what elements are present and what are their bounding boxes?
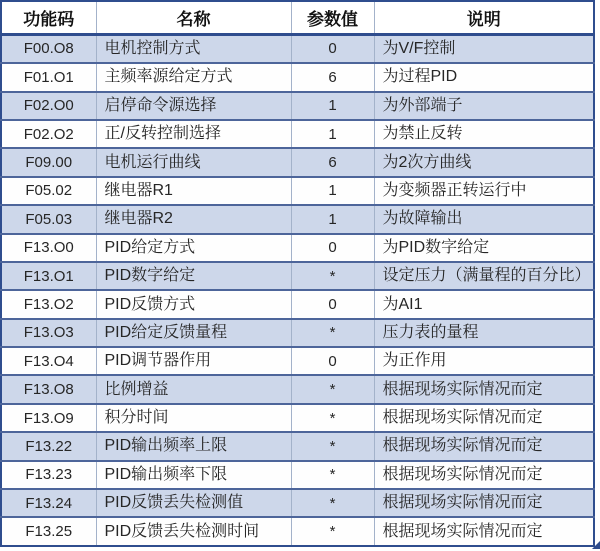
table-row bbox=[1, 517, 594, 546]
param-value-cell: 6 bbox=[291, 148, 374, 176]
param-value-cell: * bbox=[291, 461, 374, 489]
function-code-cell: F00.O8 bbox=[1, 34, 96, 63]
description-cell: 根据现场实际情况而定 bbox=[374, 404, 594, 432]
function-code-cell: F13.O2 bbox=[1, 290, 96, 318]
table-row bbox=[1, 234, 594, 262]
description-cell: 设定压力（满量程的百分比） bbox=[374, 262, 594, 290]
param-value-cell: * bbox=[291, 432, 374, 460]
header-row bbox=[1, 1, 594, 34]
function-code-cell: F13.O1 bbox=[1, 262, 96, 290]
function-code-cell: F13.24 bbox=[1, 489, 96, 517]
table-resize-handle-icon bbox=[592, 541, 600, 549]
description-cell: 为外部端子 bbox=[374, 92, 594, 120]
column-header-name: 名称 bbox=[96, 1, 291, 34]
param-value-cell: * bbox=[291, 404, 374, 432]
table-row bbox=[1, 120, 594, 148]
param-value-cell: 0 bbox=[291, 347, 374, 375]
param-name-cell: PID给定反馈量程 bbox=[96, 319, 291, 347]
param-value-cell: 0 bbox=[291, 34, 374, 63]
table-row bbox=[1, 290, 594, 318]
description-cell: 为2次方曲线 bbox=[374, 148, 594, 176]
table-row bbox=[1, 319, 594, 347]
function-code-cell: F13.O9 bbox=[1, 404, 96, 432]
function-code-cell: F13.22 bbox=[1, 432, 96, 460]
param-value-cell: 6 bbox=[291, 63, 374, 91]
param-name-cell: 正/反转控制选择 bbox=[96, 120, 291, 148]
description-cell: 根据现场实际情况而定 bbox=[374, 461, 594, 489]
column-header-desc: 说明 bbox=[374, 1, 594, 34]
description-cell: 根据现场实际情况而定 bbox=[374, 375, 594, 403]
param-value-cell: 1 bbox=[291, 120, 374, 148]
table-row bbox=[1, 262, 594, 290]
function-code-cell: F13.O3 bbox=[1, 319, 96, 347]
description-cell: 为正作用 bbox=[374, 347, 594, 375]
description-cell: 为AI1 bbox=[374, 290, 594, 318]
param-value-cell: 0 bbox=[291, 290, 374, 318]
description-cell: 为禁止反转 bbox=[374, 120, 594, 148]
description-cell: 根据现场实际情况而定 bbox=[374, 489, 594, 517]
column-header-code: 功能码 bbox=[1, 1, 96, 34]
param-name-cell: 积分时间 bbox=[96, 404, 291, 432]
function-code-cell: F13.O4 bbox=[1, 347, 96, 375]
description-cell: 为V/F控制 bbox=[374, 34, 594, 63]
column-header-value: 参数值 bbox=[291, 1, 374, 34]
param-name-cell: PID反馈方式 bbox=[96, 290, 291, 318]
function-code-cell: F05.03 bbox=[1, 205, 96, 233]
function-code-cell: F02.O0 bbox=[1, 92, 96, 120]
param-value-cell: * bbox=[291, 517, 374, 546]
param-name-cell: 比例增益 bbox=[96, 375, 291, 403]
description-cell: 为过程PID bbox=[374, 63, 594, 91]
function-code-cell: F13.25 bbox=[1, 517, 96, 546]
function-code-cell: F09.00 bbox=[1, 148, 96, 176]
table-row bbox=[1, 404, 594, 432]
description-cell: 根据现场实际情况而定 bbox=[374, 517, 594, 546]
table-row bbox=[1, 347, 594, 375]
table-row bbox=[1, 375, 594, 403]
table-body bbox=[1, 34, 594, 546]
param-name-cell: 电机控制方式 bbox=[96, 34, 291, 63]
description-cell: 为故障输出 bbox=[374, 205, 594, 233]
param-name-cell: 电机运行曲线 bbox=[96, 148, 291, 176]
description-cell: 压力表的量程 bbox=[374, 319, 594, 347]
param-name-cell: 启停命令源选择 bbox=[96, 92, 291, 120]
param-name-cell: PID反馈丢失检测值 bbox=[96, 489, 291, 517]
param-value-cell: * bbox=[291, 262, 374, 290]
param-name-cell: PID调节器作用 bbox=[96, 347, 291, 375]
description-cell: 为PID数字给定 bbox=[374, 234, 594, 262]
param-name-cell: PID反馈丢失检测时间 bbox=[96, 517, 291, 546]
description-cell: 为变频器正转运行中 bbox=[374, 177, 594, 205]
param-value-cell: * bbox=[291, 489, 374, 517]
table-row bbox=[1, 92, 594, 120]
param-value-cell: 1 bbox=[291, 205, 374, 233]
table-row bbox=[1, 432, 594, 460]
function-code-cell: F13.23 bbox=[1, 461, 96, 489]
param-name-cell: PID输出频率上限 bbox=[96, 432, 291, 460]
param-value-cell: * bbox=[291, 319, 374, 347]
param-name-cell: PID输出频率下限 bbox=[96, 461, 291, 489]
param-name-cell: 继电器R1 bbox=[96, 177, 291, 205]
param-value-cell: 1 bbox=[291, 177, 374, 205]
table-row bbox=[1, 205, 594, 233]
table-row bbox=[1, 489, 594, 517]
table-row bbox=[1, 461, 594, 489]
param-value-cell: * bbox=[291, 375, 374, 403]
description-cell: 根据现场实际情况而定 bbox=[374, 432, 594, 460]
function-code-cell: F13.O8 bbox=[1, 375, 96, 403]
param-name-cell: PID给定方式 bbox=[96, 234, 291, 262]
table-row bbox=[1, 63, 594, 91]
table-header bbox=[1, 1, 594, 34]
param-value-cell: 1 bbox=[291, 92, 374, 120]
function-code-cell: F02.O2 bbox=[1, 120, 96, 148]
table-row bbox=[1, 148, 594, 176]
param-name-cell: 继电器R2 bbox=[96, 205, 291, 233]
function-code-cell: F01.O1 bbox=[1, 63, 96, 91]
param-name-cell: 主频率源给定方式 bbox=[96, 63, 291, 91]
function-code-cell: F13.O0 bbox=[1, 234, 96, 262]
table-row bbox=[1, 34, 594, 63]
function-code-cell: F05.02 bbox=[1, 177, 96, 205]
param-value-cell: 0 bbox=[291, 234, 374, 262]
param-name-cell: PID数字给定 bbox=[96, 262, 291, 290]
table-row bbox=[1, 177, 594, 205]
